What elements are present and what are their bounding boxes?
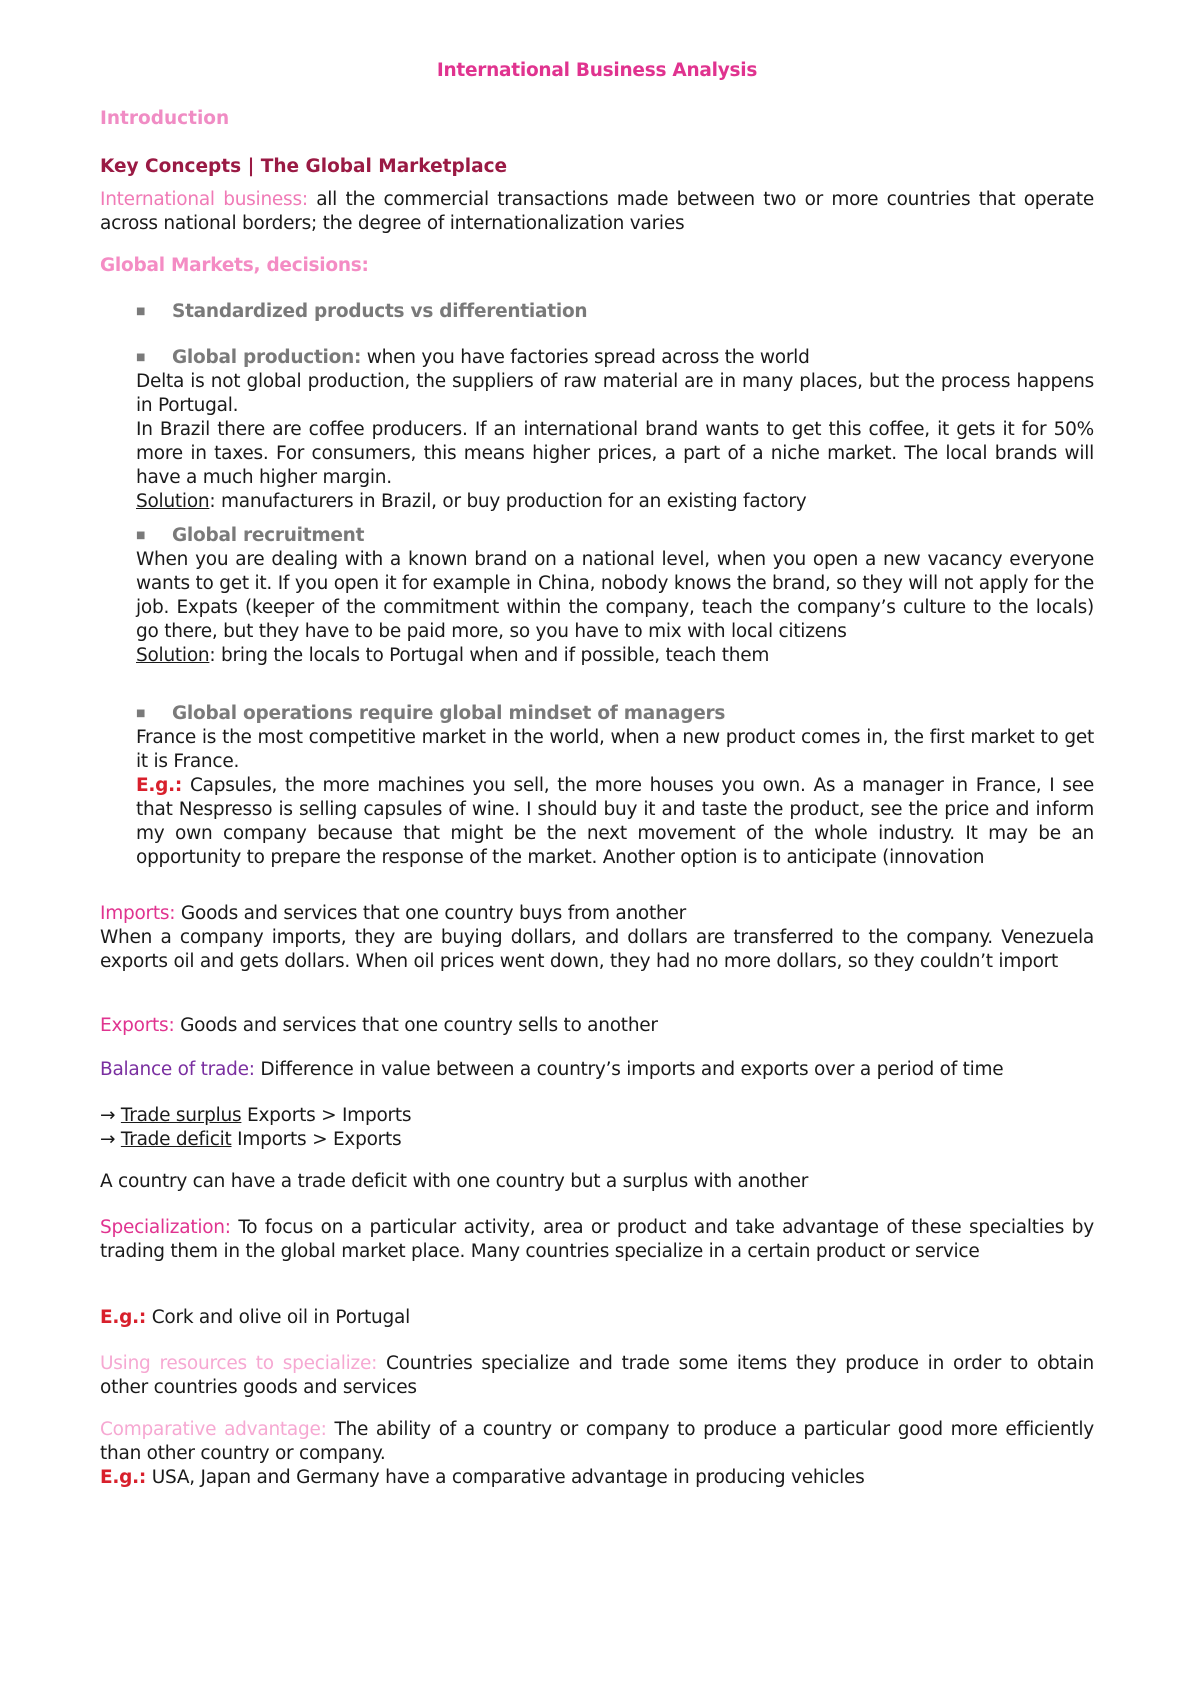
global-operations-term: Global operations require global mindset of managers xyxy=(172,703,726,724)
imports-detail: When a company imports, they are buying dollars, and dollars are transferred to the company. Venezuela exports oil and gets dollars. When oil prices went down, they had no more dollars, so they couldn’t import xyxy=(100,927,1094,972)
global-recruitment-para: When you are dealing with a known brand on a national level, when you open a new vacancy everyone wants to get it. If you open it for example in China, nobody knows the brand, so they will not apply for the job. Expats (keeper of the commitment within the company, teach the company’s culture to the locals) go there, but they have to be paid more, so you have to mix with local citizens xyxy=(136,549,1094,642)
global-operations-para-2: Capsules, the more machines you sell, the more houses you own. As a manager in France, I see that Nespresso is selling capsules of wine. I should buy it and taste the product, see the price and inform my own company because that might be the next movement of the whole industry. It may be an opportunity to prepare the response of the market. Another option is to anticipate (innovation xyxy=(136,775,1094,868)
global-recruitment-term: Global recruitment xyxy=(172,525,365,546)
key-concepts-heading: Key Concepts | The Global Marketplace xyxy=(100,156,508,177)
global-markets-heading-text: Global Markets, decisions: xyxy=(100,255,369,276)
arrow-right-icon: → xyxy=(100,1105,121,1126)
solution-label: Solution xyxy=(136,491,210,512)
bullet-global-recruitment xyxy=(136,524,1094,668)
exports-term: Exports: xyxy=(100,1015,175,1036)
specialization-text: To focus on a particular activity, area or product and take advantage of these specialties by trading them in the global market place. Many countries specialize in a certain product or service xyxy=(100,1217,1094,1262)
intl-business-text: all the commercial transactions made between two or more countries that operate across national borders; the degree of internationalization varies xyxy=(100,189,1094,234)
comparative-text: The ability of a country or company to produce a particular good more efficiently than other country or company. xyxy=(100,1419,1094,1464)
comparative-eg-text: USA, Japan and Germany have a comparative advantage in producing vehicles xyxy=(146,1467,865,1488)
trade-lines xyxy=(100,1104,1094,1152)
balance-of-trade-paragraph xyxy=(100,1058,1094,1082)
trade-surplus-label: Trade surplus xyxy=(120,1105,242,1126)
global-production-para-1: Delta is not global production, the suppliers of raw material are in many places, but the process happens in Portugal. xyxy=(136,371,1094,416)
exports-paragraph xyxy=(100,1014,1094,1038)
trade-deficit-label: Trade deficit xyxy=(120,1129,232,1150)
intl-business-paragraph xyxy=(100,188,1094,236)
arrow-right-icon: → xyxy=(100,1129,121,1150)
solution-text: : manufacturers in Brazil, or buy production for an existing factory xyxy=(209,491,807,512)
square-bullet-icon: ■ xyxy=(136,530,146,541)
comparative-advantage-paragraph xyxy=(100,1418,1094,1490)
bullet-standardized xyxy=(136,300,1094,324)
eg-cork-paragraph xyxy=(100,1306,1094,1330)
eg-label: E.g.: xyxy=(136,775,183,796)
using-resources-paragraph xyxy=(100,1352,1094,1400)
solution-label: Solution xyxy=(136,645,210,666)
eg-label: E.g.: xyxy=(100,1307,147,1328)
bullet-global-operations xyxy=(136,702,1094,870)
comparative-term: Comparative advantage: xyxy=(100,1419,327,1440)
balance-text: Difference in value between a country’s imports and exports over a period of time xyxy=(254,1059,1004,1080)
balance-term: Balance of trade: xyxy=(100,1059,255,1080)
imports-term: Imports: xyxy=(100,903,176,924)
country-note-text: A country can have a trade deficit with one country but a surplus with another xyxy=(100,1171,809,1192)
specialization-paragraph xyxy=(100,1216,1094,1264)
bullet-global-production xyxy=(136,346,1094,514)
using-resources-text: Countries specialize and trade some items they produce in order to obtain other countries goods and services xyxy=(100,1353,1094,1398)
square-bullet-icon: ■ xyxy=(136,708,146,719)
trade-deficit-text: Imports > Exports xyxy=(231,1129,402,1150)
intl-business-term: International business: xyxy=(100,189,308,210)
global-production-term: Global production: xyxy=(172,347,362,368)
imports-paragraph xyxy=(100,902,1094,974)
square-bullet-icon: ■ xyxy=(136,306,146,317)
bullet-standardized-text: Standardized products vs differentiation xyxy=(172,301,588,322)
using-resources-term: Using resources to specialize: xyxy=(100,1353,378,1374)
global-markets-heading xyxy=(100,254,1094,278)
specialization-term: Specialization: xyxy=(100,1217,231,1238)
trade-surplus-text: Exports > Imports xyxy=(241,1105,412,1126)
exports-text: Goods and services that one country sells to another xyxy=(174,1015,658,1036)
eg-cork-text: Cork and olive oil in Portugal xyxy=(146,1307,410,1328)
global-production-para-2: In Brazil there are coffee producers. If an international brand wants to get this coffee, it gets it for 50% more in taxes. For consumers, this means higher prices, a part of a niche market. The local brands will have a much higher margin. xyxy=(136,419,1094,488)
document-title: International Business Analysis xyxy=(436,60,758,81)
country-note xyxy=(100,1170,1094,1194)
imports-text: Goods and services that one country buys from another xyxy=(175,903,686,924)
global-operations-para-1: France is the most competitive market in the world, when a new product comes in, the first market to get it is France. xyxy=(136,727,1094,772)
square-bullet-icon: ■ xyxy=(136,352,146,363)
solution-text: : bring the locals to Portugal when and if possible, teach them xyxy=(209,645,770,666)
introduction-heading: Introduction xyxy=(100,108,230,129)
global-production-text: when you have factories spread across the world xyxy=(361,347,810,368)
eg-label: E.g.: xyxy=(100,1467,147,1488)
